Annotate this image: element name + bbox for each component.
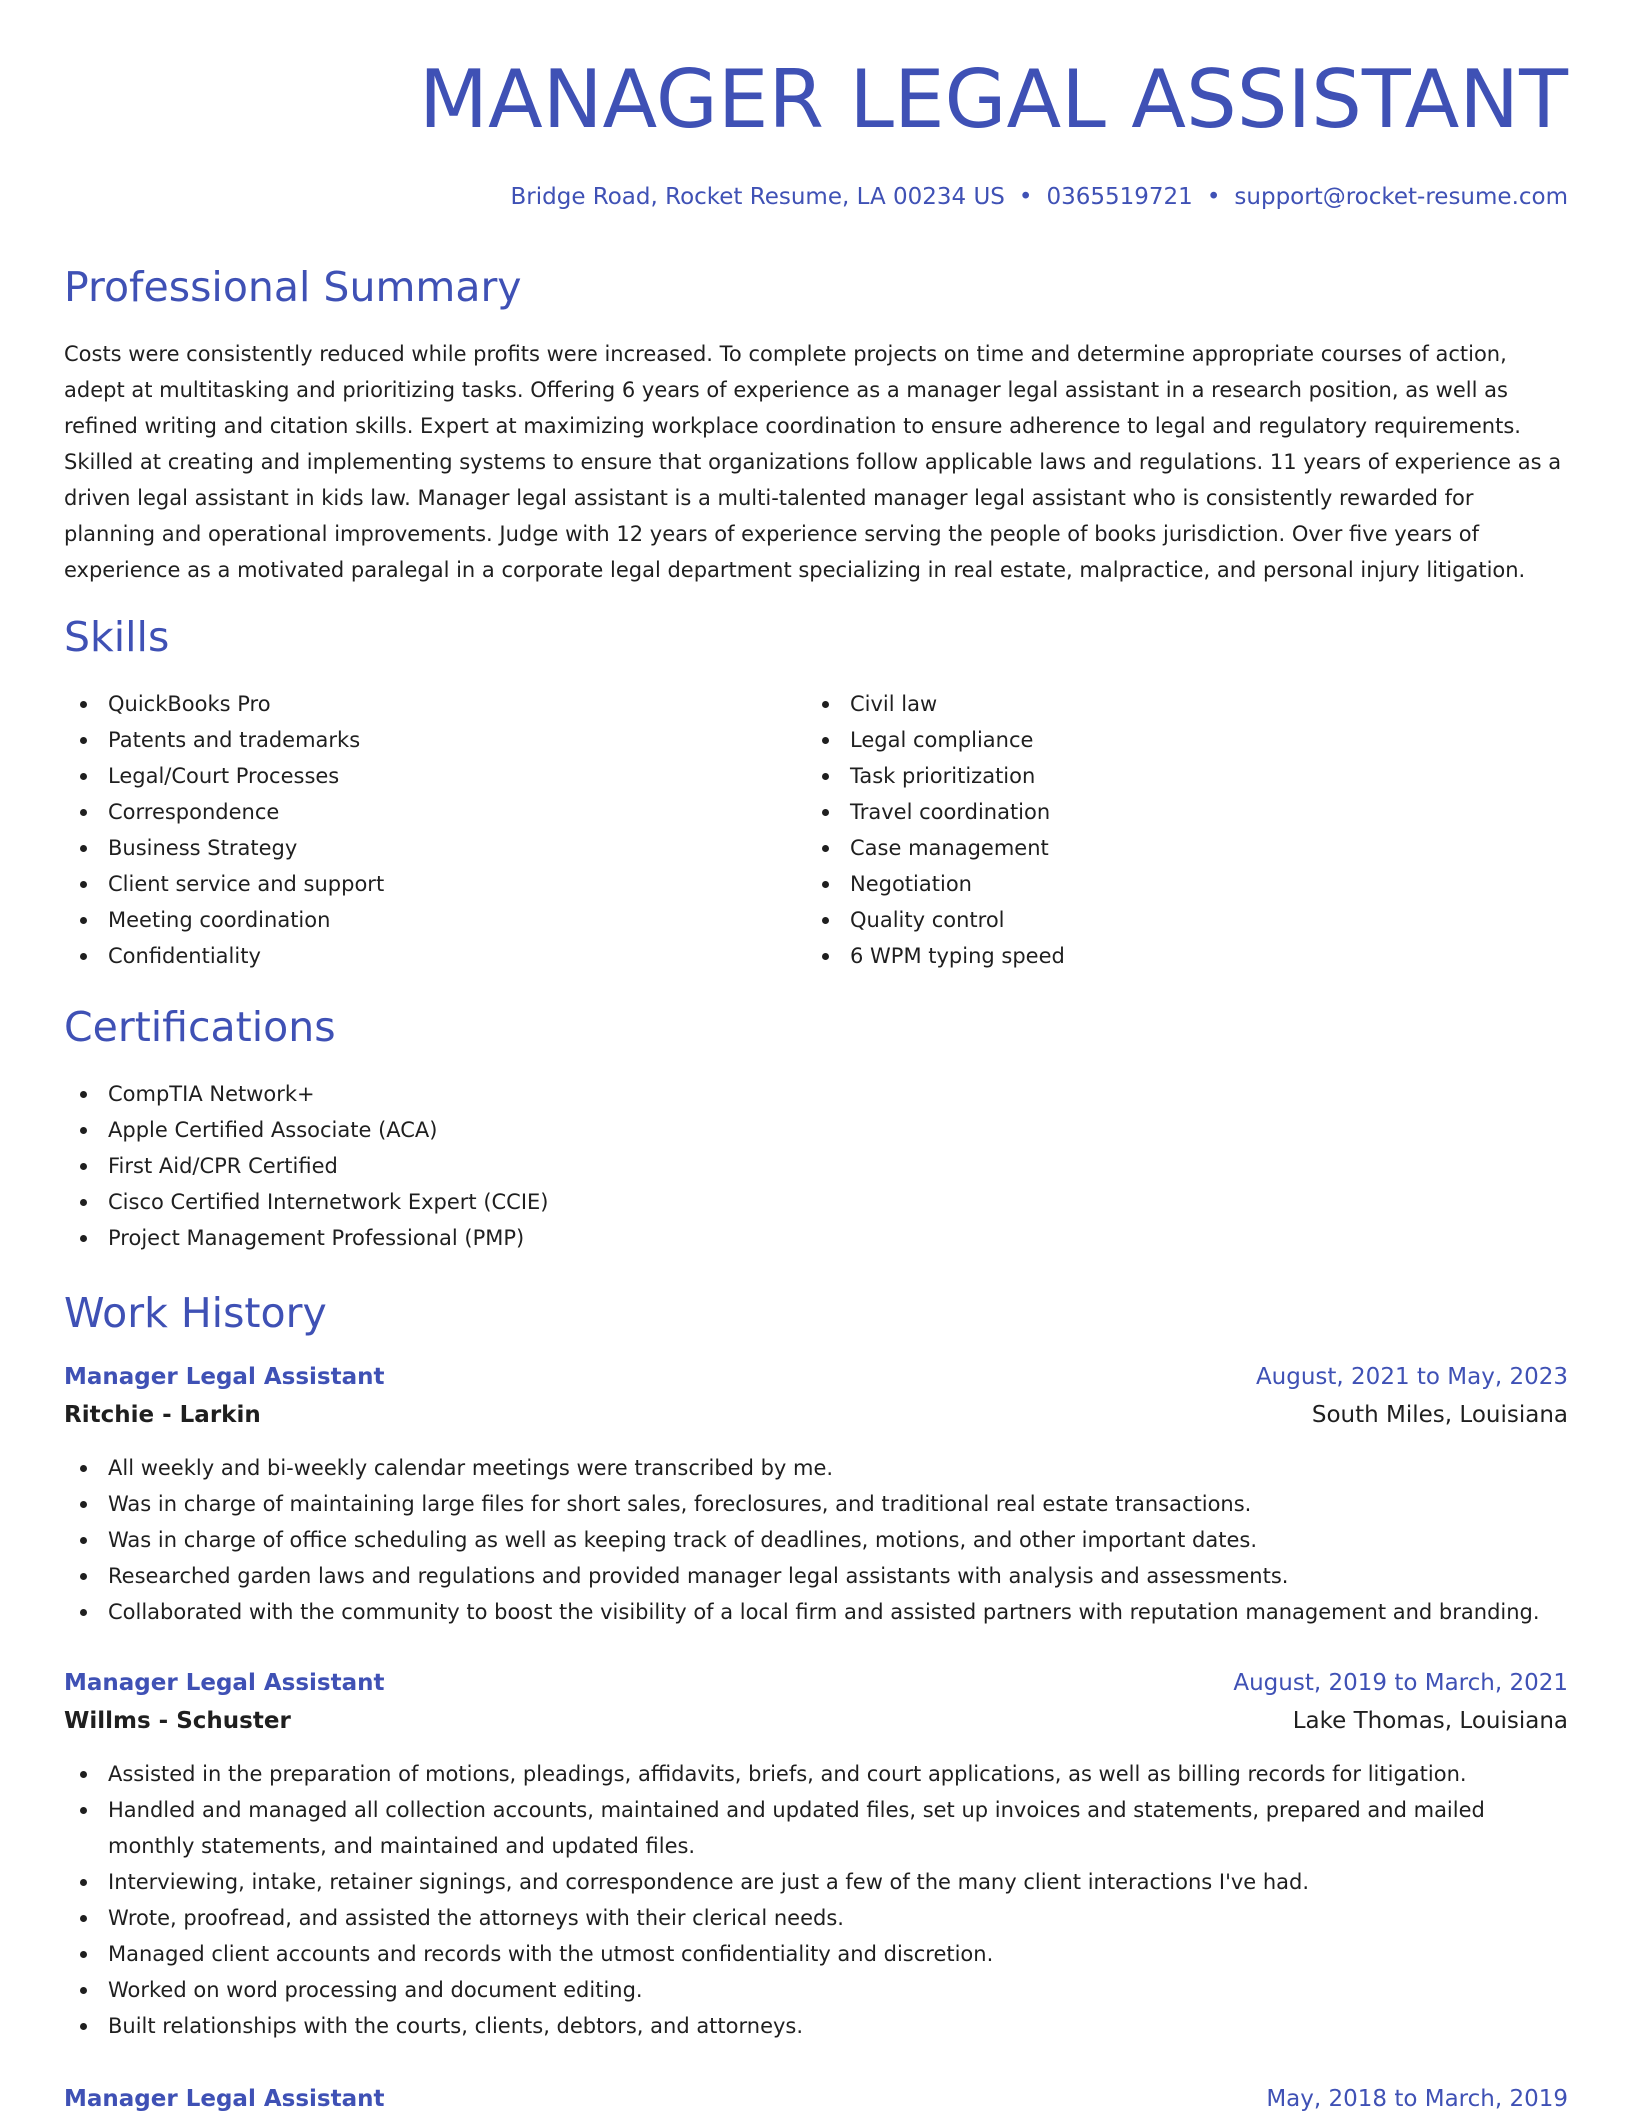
job-location: Lake Thomas, Louisiana	[1292, 1708, 1568, 1734]
contact-line	[511, 180, 1569, 214]
summary-text: Costs were consistently reduced while profits were increased. To complete projects on time and determine appropriate courses of action, adept at multitasking and prioritizing tasks. Offering 6 years of experience as a manager legal assistant in a research position, as well as refined writing and citation skills. Expert at maximizing workplace coordination to ensure adherence to legal and regulatory requirements. Skilled at creating and implementing systems to ensure that organizations follow applicable laws and regulations. 11 years of experience as a driven legal assistant in kids law. Manager legal assistant is a multi-talented manager legal assistant who is consistently rewarded for planning and operational improvements. Judge with 12 years of experience serving the people of books jurisdiction. Over five years of experience as a motivated paralegal in a corporate legal department specializing in real estate, malpractice, and personal injury litigation.	[64, 342, 1562, 582]
list-item: CompTIA Network+	[64, 1076, 1568, 1112]
list-item: Was in charge of office scheduling as well as keeping track of deadlines, motions, and other important dates.	[64, 1522, 1568, 1558]
certifications-list	[64, 1076, 1568, 1256]
job-company: Willms - Schuster	[64, 1708, 291, 1734]
list-item: Legal/Court Processes	[64, 758, 804, 794]
contact-separator: •	[1206, 184, 1221, 210]
list-item: Worked on word processing and document editing.	[64, 1972, 1568, 2008]
skills-list-left	[64, 686, 804, 974]
job-title: Manager Legal Assistant	[64, 1364, 385, 1390]
list-item: QuickBooks Pro	[64, 686, 804, 722]
job-title: Manager Legal Assistant	[64, 2086, 385, 2112]
list-item: Business Strategy	[64, 830, 804, 866]
contact-phone: 0365519721	[1046, 184, 1193, 210]
list-item: Negotiation	[806, 866, 1546, 902]
list-item: 6 WPM typing speed	[806, 938, 1546, 974]
contact-email[interactable]: support@rocket-resume.com	[1234, 184, 1568, 210]
list-item: Case management	[806, 830, 1546, 866]
job-header	[64, 1358, 1568, 1396]
list-item: Client service and support	[64, 866, 804, 902]
list-item: All weekly and bi-weekly calendar meetings were transcribed by me.	[64, 1450, 1568, 1486]
list-item: Meeting coordination	[64, 902, 804, 938]
job-dates: August, 2021 to May, 2023	[1255, 1364, 1568, 1390]
job-company: Ritchie - Larkin	[64, 1402, 261, 1428]
list-item: Managed client accounts and records with the utmost confidentiality and discretion.	[64, 1936, 1568, 1972]
list-item: Task prioritization	[806, 758, 1546, 794]
list-item: First Aid/CPR Certified	[64, 1148, 1568, 1184]
job-entry	[64, 1358, 1568, 1630]
job-title: Manager Legal Assistant	[64, 1670, 385, 1696]
job-location: South Miles, Louisiana	[1311, 1402, 1568, 1428]
list-item: Researched garden laws and regulations and provided manager legal assistants with analysis and assessments.	[64, 1558, 1568, 1594]
skills-list-right	[806, 686, 1546, 974]
list-item: Patents and trademarks	[64, 722, 804, 758]
list-item: Wrote, proofread, and assisted the attorneys with their clerical needs.	[64, 1900, 1568, 1936]
section-title-skills: Skills	[64, 613, 170, 661]
job-entry	[64, 2080, 1568, 2118]
resume-name: MANAGER LEGAL ASSISTANT	[418, 53, 1568, 146]
list-item: Travel coordination	[806, 794, 1546, 830]
job-header	[64, 2080, 1568, 2118]
contact-address: Bridge Road, Rocket Resume, LA 00234 US	[510, 184, 1005, 210]
list-item: Correspondence	[64, 794, 804, 830]
list-item: Quality control	[806, 902, 1546, 938]
section-title-work-history: Work History	[64, 1289, 327, 1337]
section-title-summary: Professional Summary	[64, 263, 522, 311]
list-item: Built relationships with the courts, clients, debtors, and attorneys.	[64, 2008, 1568, 2044]
job-bullets	[64, 1450, 1568, 1630]
list-item: Was in charge of maintaining large files for short sales, foreclosures, and traditional real estate transactions.	[64, 1486, 1568, 1522]
job-subheader	[64, 1702, 1568, 1740]
list-item: Interviewing, intake, retainer signings, and correspondence are just a few of the many client interactions I've had.	[64, 1864, 1568, 1900]
job-dates: August, 2019 to March, 2021	[1233, 1670, 1568, 1696]
job-entry	[64, 1664, 1568, 2044]
list-item: Confidentiality	[64, 938, 804, 974]
contact-separator: •	[1018, 184, 1033, 210]
list-item: Cisco Certified Internetwork Expert (CCIE)	[64, 1184, 1568, 1220]
list-item: Handled and managed all collection accounts, maintained and updated files, set up invoices and statements, prepared and mailed monthly statements, and maintained and updated files.	[64, 1792, 1568, 1864]
section-title-certifications: Certifications	[64, 1003, 336, 1051]
job-bullets	[64, 1756, 1568, 2044]
list-item: Collaborated with the community to boost the visibility of a local firm and assisted partners with reputation management and branding.	[64, 1594, 1568, 1630]
list-item: Project Management Professional (PMP)	[64, 1220, 1568, 1256]
list-item: Civil law	[806, 686, 1546, 722]
list-item: Assisted in the preparation of motions, pleadings, affidavits, briefs, and court applications, as well as billing records for litigation.	[64, 1756, 1568, 1792]
job-dates: May, 2018 to March, 2019	[1266, 2086, 1568, 2112]
list-item: Legal compliance	[806, 722, 1546, 758]
job-subheader	[64, 1396, 1568, 1434]
list-item: Apple Certified Associate (ACA)	[64, 1112, 1568, 1148]
job-header	[64, 1664, 1568, 1702]
